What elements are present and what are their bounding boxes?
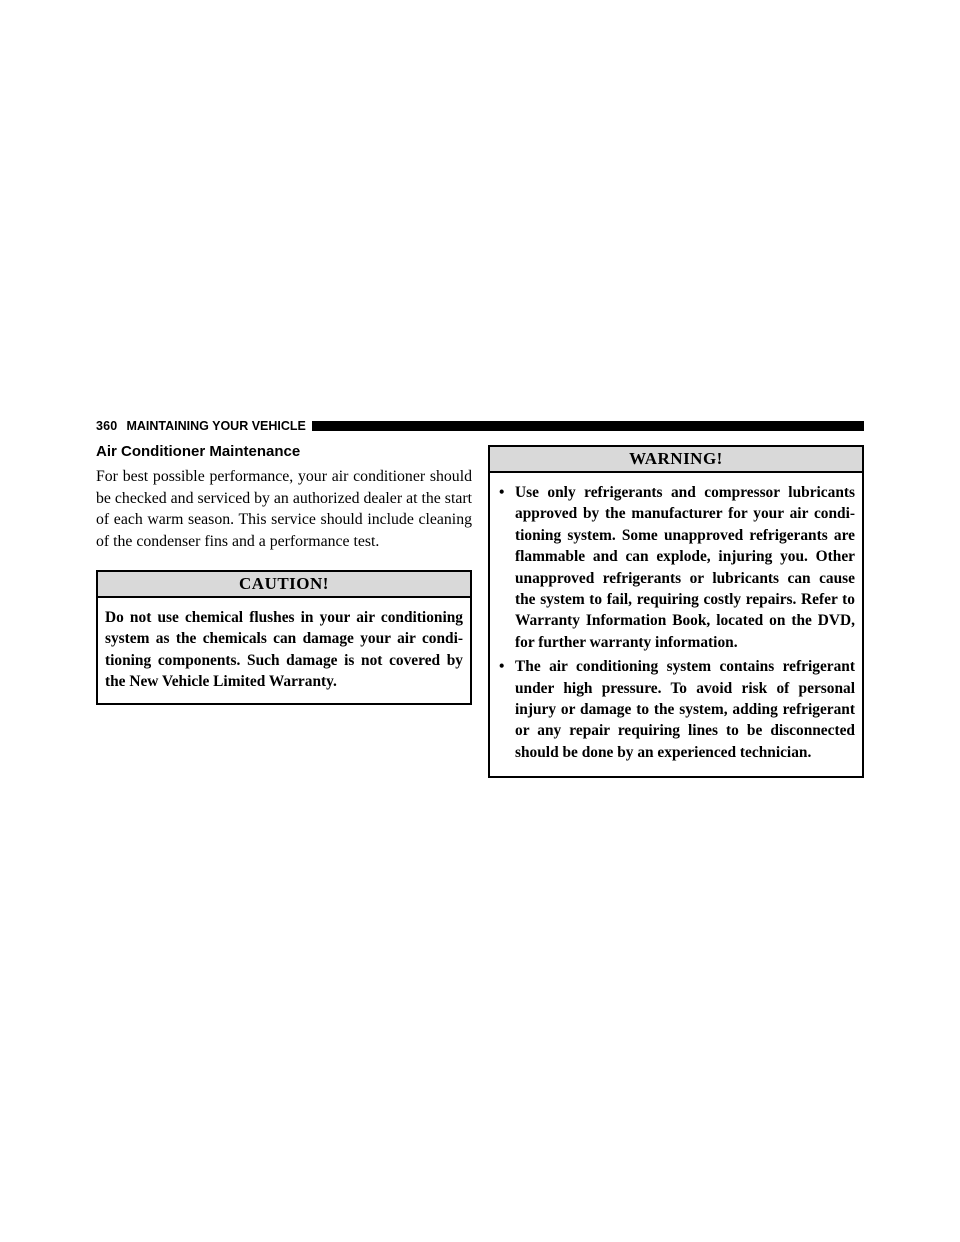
right-column bbox=[488, 445, 864, 778]
section-title: Air Conditioner Maintenance bbox=[96, 443, 301, 460]
page-number: 360 bbox=[96, 419, 118, 433]
list-item bbox=[497, 656, 855, 763]
maintenance-paragraph: For best possible performance, your air conditioner should be checked and serviced by an authorized dealer at the start of each warm season. This service should include cleaning of the condenser fins and a performance test. bbox=[96, 468, 472, 550]
list-item bbox=[497, 482, 855, 653]
bullet-icon: • bbox=[499, 484, 505, 501]
section-name: MAINTAINING YOUR VEHICLE bbox=[126, 419, 306, 433]
caution-heading: CAUTION! bbox=[98, 572, 470, 598]
caution-text: Do not use chemical flushes in your air conditioning system as the chemicals can damage your air condi-tioning components. Such damage is not covered by the New Vehicle Limited Warranty. bbox=[105, 609, 463, 691]
header-rule bbox=[312, 421, 864, 431]
warning-heading: WARNING! bbox=[490, 447, 862, 473]
bullet-icon: • bbox=[499, 658, 505, 676]
caution-box bbox=[96, 570, 472, 705]
warning-item-text: The air conditioning system contains refrigerant under high pressure. To avoid risk of personal injury or damage to the system, adding refrigerant or any repair requiring lines to be disconnected should be done by an experienced technician. bbox=[515, 658, 855, 761]
left-column bbox=[96, 442, 472, 705]
page-header bbox=[96, 418, 864, 434]
warning-list bbox=[497, 482, 855, 763]
warning-item-text: Use only refrigerants and compressor lubricants approved by the manufacturer for your air condi-tioning system. Some unapproved refrigerants are flammable and can explode, injuring you. Other unapproved refrigerants or lubricants can cause the system to fail, requiring costly repairs. Refer to Warranty Information Book, located on the DVD, for further warranty information. bbox=[515, 484, 855, 651]
warning-box bbox=[488, 445, 864, 778]
warning-body bbox=[490, 473, 862, 776]
